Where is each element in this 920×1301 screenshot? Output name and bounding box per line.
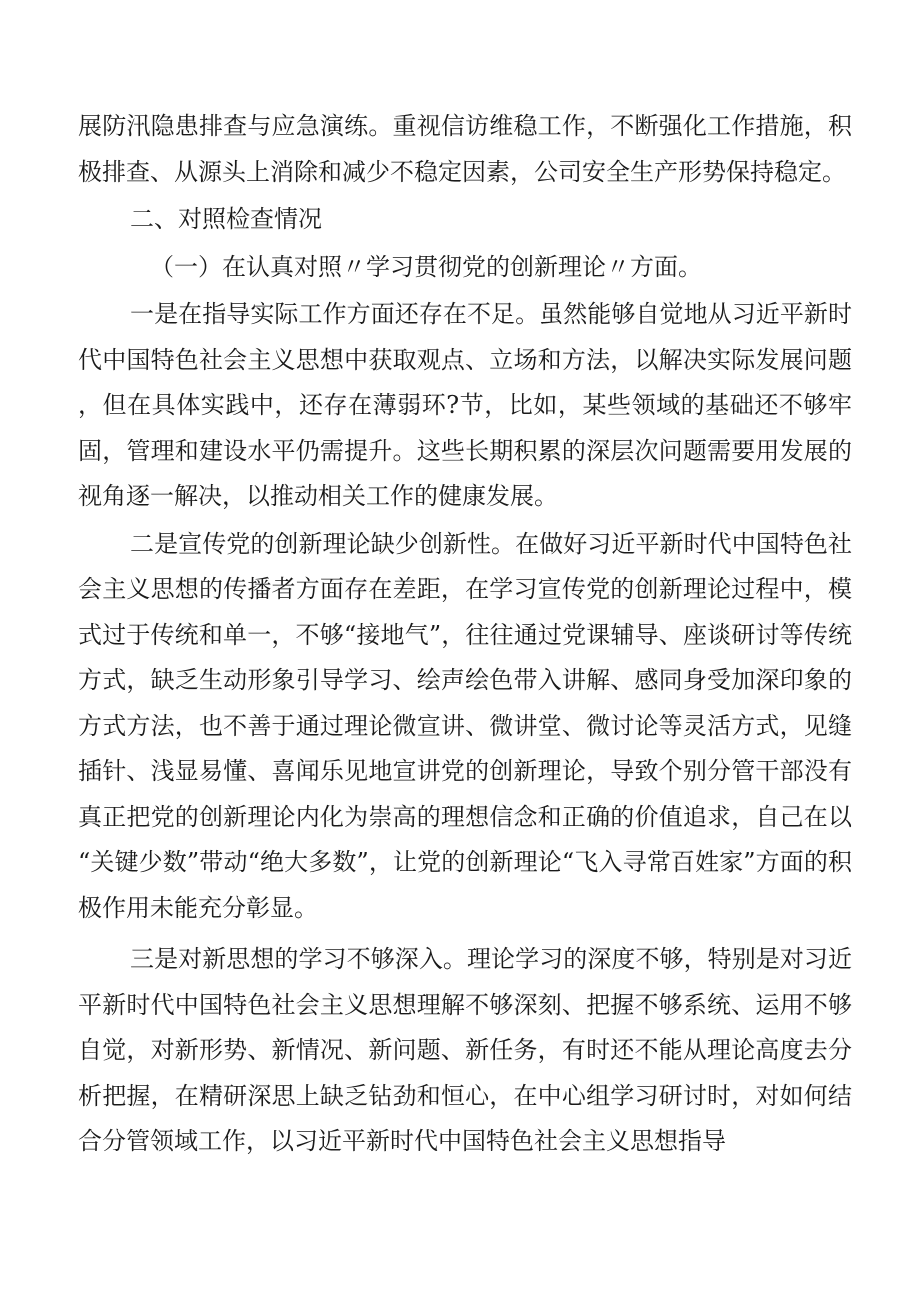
subsection-heading: （一）在认真对照〃学习贯彻党的创新理论〃方面。 (150, 252, 702, 281)
document-body (78, 104, 852, 1165)
paragraph-point-three: 三是对新思想的学习不够深入。理论学习的深度不够，特别是对习近平新时代中国特色社会主义思想理解不够深刻、把握不够系统、运用不够自觉，对新形势、新情况、新问题、新任务，有时还不能从理论高度去分析把握，在精研深思上缺乏钻劲和恒心，在中心组学习研讨时，对如何结合分管领域工作，以习近平新时代中国特色社会主义思想指导 (78, 945, 852, 1155)
paragraph-point-two: 二是宣传党的创新理论缺少创新性。在做好习近平新时代中国特色社会主义思想的传播者方面存在差距，在学习宣传党的创新理论过程中，模式过于传统和单一，不够“接地气”，往往通过党课辅导、座谈研讨等传统方式，缺乏生动形象引导学习、绘声绘色带入讲解、感同身受加深印象的方式方法，也不善于通过理论微宣讲、微讲堂、微讨论等灵活方式，见缝插针、浅显易懂、喜闻乐见地宣讲党的创新理论，导致个别分管干部没有真正把党的创新理论内化为崇高的理想信念和正确的价值追求，自己在以“关键少数”带动“绝大多数”，让党的创新理论“飞入寻常百姓家”方面的积极作用未能充分彰显。 (78, 529, 852, 922)
paragraph-point-one: 一是在指导实际工作方面还存在不足。虽然能够自觉地从习近平新时代中国特色社会主义思想中获取观点、立场和方法，以解决实际发展问题，但在具体实践中，还存在薄弱环?节，比如，某些领域的基础还不够牢固，管理和建设水平仍需提升。这些长期积累的深层次问题需要用发展的视角逐一解决，以推动相关工作的健康发展。 (78, 300, 852, 510)
paragraph-continuation: 展防汛隐患排查与应急演练。重视信访维稳工作，不断强化工作措施，积极排查、从源头上消除和减少不稳定因素，公司安全生产形势保持稳定。 (78, 112, 852, 186)
section-heading: 二、对照检查情况 (130, 205, 322, 233)
